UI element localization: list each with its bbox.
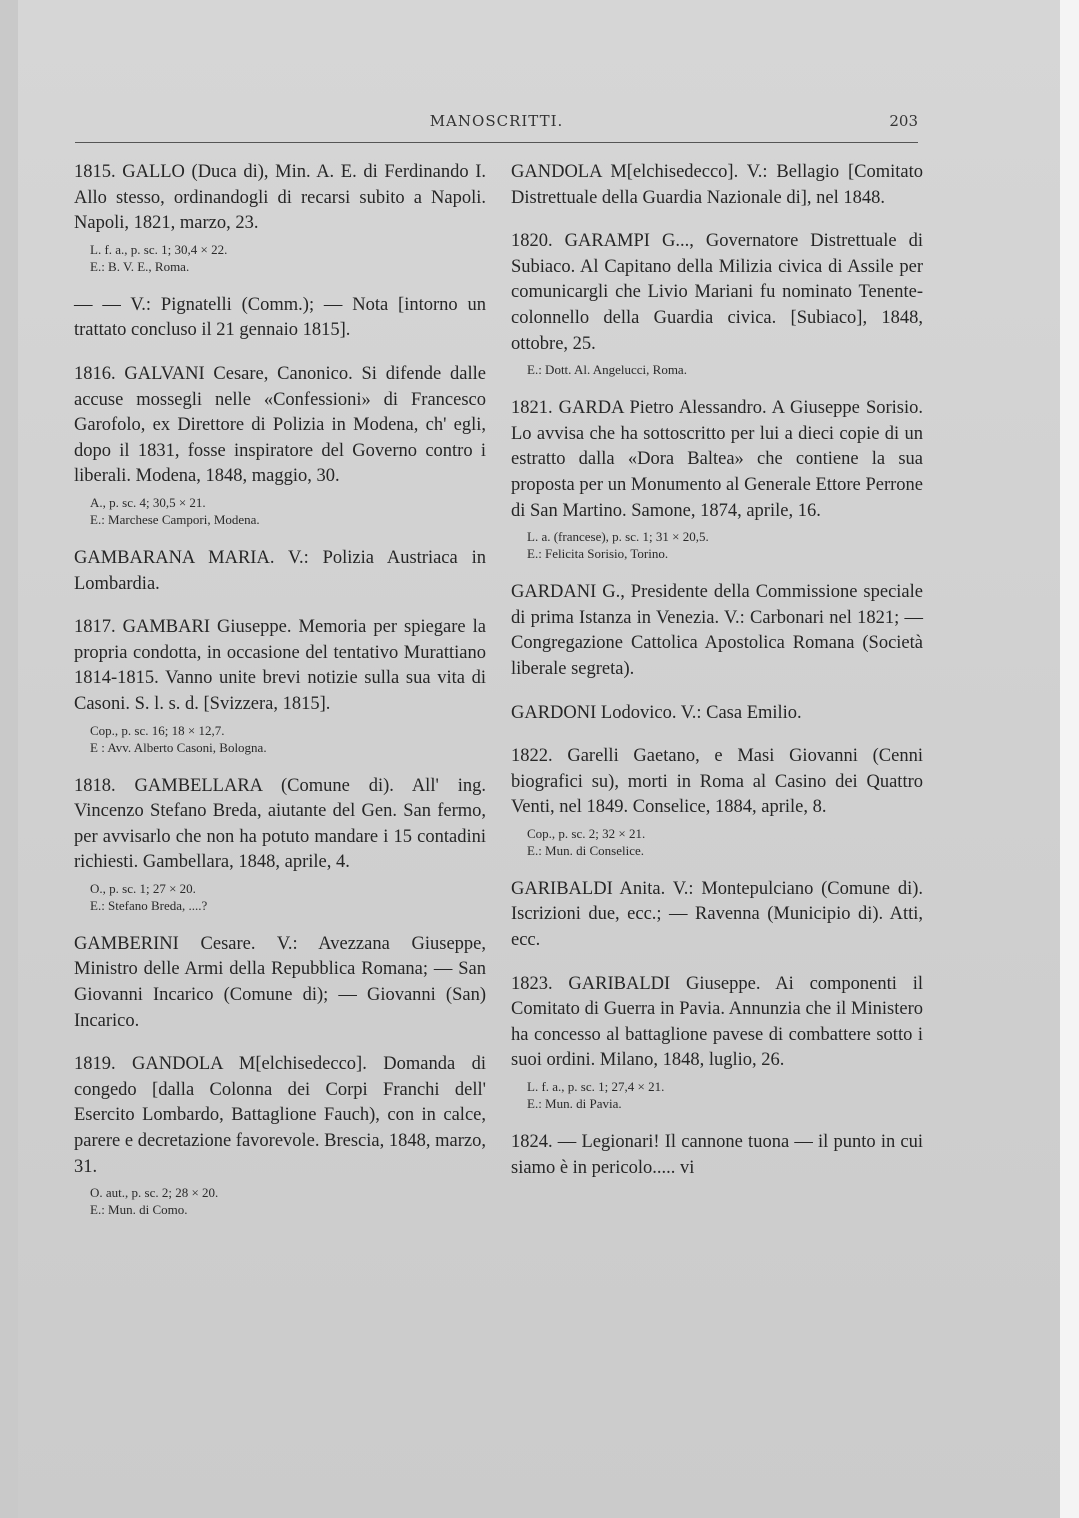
entry-1821	[511, 396, 923, 562]
left-column	[74, 160, 486, 1236]
entry-note	[527, 361, 923, 378]
entry-text: GAMBARANA MARIA. V.: Polizia Austriaca in Lombardia.	[74, 547, 486, 594]
entry-text: 1816. GALVANI Cesare, Canonico. Si difende dalle accuse mossegli nelle «Confessioni» di Francesco Garofolo, ex Direttore di Polizia in Modena, ch' egli, dopo il 1831, fosse inspiratore del Governo contro i liberali. Modena, 1848, maggio, 30.	[74, 363, 486, 487]
note-line: E.: Felicita Sorisio, Torino.	[527, 546, 669, 562]
entry-text: 1824. — Legionari! Il cannone tuona — il punto in cui siamo è in pericolo..... vi	[511, 1132, 923, 1178]
entry-text: GARDANI G., Presidente della Commissione speciale di prima Istanza in Venezia. V.: Carbonari nel 1821; — Congregazione Cattolica Apostolica Romana (Società liberale segreta).	[511, 582, 923, 679]
entry-1820	[511, 229, 923, 378]
note-line: E.: Mun. di Pavia.	[527, 1096, 622, 1112]
entry-gardani-ref	[511, 580, 923, 682]
entry-gardoni-ref	[511, 701, 923, 727]
note-line: E.: Dott. Al. Angelucci, Roma.	[527, 362, 687, 378]
entry-text: GANDOLA M[elchisedecco]. V.: Bellagio [Comitato Distrettuale della Guardia Nazionale di], nel 1848.	[511, 162, 923, 208]
note-line: A., p. sc. 4; 30,5 × 21.	[90, 494, 206, 510]
entry-anita-ref	[511, 877, 923, 954]
entry-note	[90, 722, 486, 756]
entry-text: 1819. GANDOLA M[elchisedecco]. Domanda di congedo [dalla Colonna dei Corpi Franchi dell' Esercito Lombardo, Battaglione Fauch), con in calce, parere e decretazione favorevole. Brescia, 1848, marzo, 31.	[74, 1054, 486, 1177]
page-edge	[1060, 0, 1079, 1518]
note-line: L. f. a., p. sc. 1; 30,4 × 22.	[90, 241, 228, 257]
entry-1815	[74, 160, 486, 275]
page-number: 203	[889, 112, 918, 130]
entry-text: 1822. Garelli Gaetano, e Masi Giovanni (Cenni biografici su), morti in Roma al Casino dei Quattro Venti, nel 1849. Conselice, 1884, aprile, 8.	[511, 746, 923, 818]
note-line: Cop., p. sc. 2; 32 × 21.	[527, 825, 646, 841]
entry-pignatelli-ref	[74, 293, 486, 344]
entry-text: 1815. GALLO (Duca di), Min. A. E. di Ferdinando I. Allo stesso, ordinandogli di recarsi subito a Napoli. Napoli, 1821, marzo, 23.	[74, 162, 486, 234]
entry-1824	[511, 1130, 923, 1181]
right-column	[511, 160, 923, 1199]
entry-note	[90, 880, 486, 914]
entry-text: 1818. GAMBELLARA (Comune di). All' ing. Vincenzo Stefano Breda, aiutante del Gen. San fermo, per avvisarlo che non ha potuto mandare i 15 contadini richiesti. Gambellara, 1848, aprile, 4.	[74, 775, 486, 873]
entry-1816	[74, 362, 486, 528]
note-line: E.: Stefano Breda, ....?	[90, 897, 208, 913]
note-line: E.: Mun. di Como.	[90, 1202, 188, 1218]
entry-note	[527, 528, 923, 562]
note-line: O. aut., p. sc. 2; 28 × 20.	[90, 1185, 219, 1201]
entry-text: — — V.: Pignatelli (Comm.); — Nota [intorno un trattato concluso il 21 gennaio 1815].	[74, 294, 486, 341]
entry-text: 1820. GARAMPI G..., Governatore Distrettuale di Subiaco. Al Capitano della Milizia civica di Assile per comunicargli che Livio Mariani fu nominato Tenente-colonnello della Guardia civica. [Subiaco], 1848, ottobre, 25.	[511, 231, 923, 354]
entry-note	[90, 494, 486, 528]
entry-gambarana-ref	[74, 546, 486, 597]
entry-text: 1817. GAMBARI Giuseppe. Memoria per spiegare la propria condotta, in occasione del tentativo Murattiano 1814-1815. Vanno unite brevi notizie sulla sua vita di Casoni. S. l. s. d. [Svizzera, 1815].	[74, 617, 486, 714]
note-line: E : Avv. Alberto Casoni, Bologna.	[90, 739, 267, 755]
entry-text: GAMBERINI Cesare. V.: Avezzana Giuseppe, Ministro delle Armi della Repubblica Romana; — San Giovanni Incarico (Comune di); — Giovanni (San) Incarico.	[74, 933, 486, 1031]
note-line: L. f. a., p. sc. 1; 27,4 × 21.	[527, 1079, 665, 1095]
entry-1822	[511, 744, 923, 859]
note-line: O., p. sc. 1; 27 × 20.	[90, 880, 196, 896]
entry-note	[527, 1078, 923, 1112]
entry-text: GARDONI Lodovico. V.: Casa Emilio.	[511, 702, 802, 723]
entry-1823	[511, 972, 923, 1112]
entry-note	[90, 241, 486, 275]
note-line: E.: Marchese Campori, Modena.	[90, 511, 260, 527]
running-title: MANOSCRITTI.	[429, 112, 564, 130]
entry-text: 1821. GARDA Pietro Alessandro. A Giuseppe Sorisio. Lo avvisa che ha sottoscritto per lui a dieci copie di un estratto dalla «Dora Baltea» che contiene la sua proposta per un Monumento al Generale Ettore Perrone di San Martino. Samone, 1874, aprile, 16.	[511, 398, 923, 521]
page-header	[75, 112, 918, 142]
entry-1818	[74, 774, 486, 914]
note-line: E.: Mun. di Conselice.	[527, 842, 644, 858]
header-rule	[75, 142, 918, 143]
entry-note	[90, 1184, 486, 1218]
note-line: E.: B. V. E., Roma.	[90, 258, 190, 274]
entry-gamberini-ref	[74, 932, 486, 1034]
entry-note	[527, 825, 923, 859]
entry-text: GARIBALDI Anita. V.: Montepulciano (Comune di). Iscrizioni due, ecc.; — Ravenna (Municipio di). Atti, ecc.	[511, 878, 923, 951]
entry-1819	[74, 1052, 486, 1218]
entry-1817	[74, 615, 486, 755]
entry-gandola-ref	[511, 160, 923, 211]
note-line: L. a. (francese), p. sc. 1; 31 × 20,5.	[527, 529, 709, 545]
entry-text: 1823. GARIBALDI Giuseppe. Ai componenti il Comitato di Guerra in Pavia. Annunzia che il Ministero ha concesso al battaglione pavese di combattere sotto i suoi ordini. Milano, 1848, luglio, 26.	[511, 973, 923, 1071]
note-line: Cop., p. sc. 16; 18 × 12,7.	[90, 722, 225, 738]
